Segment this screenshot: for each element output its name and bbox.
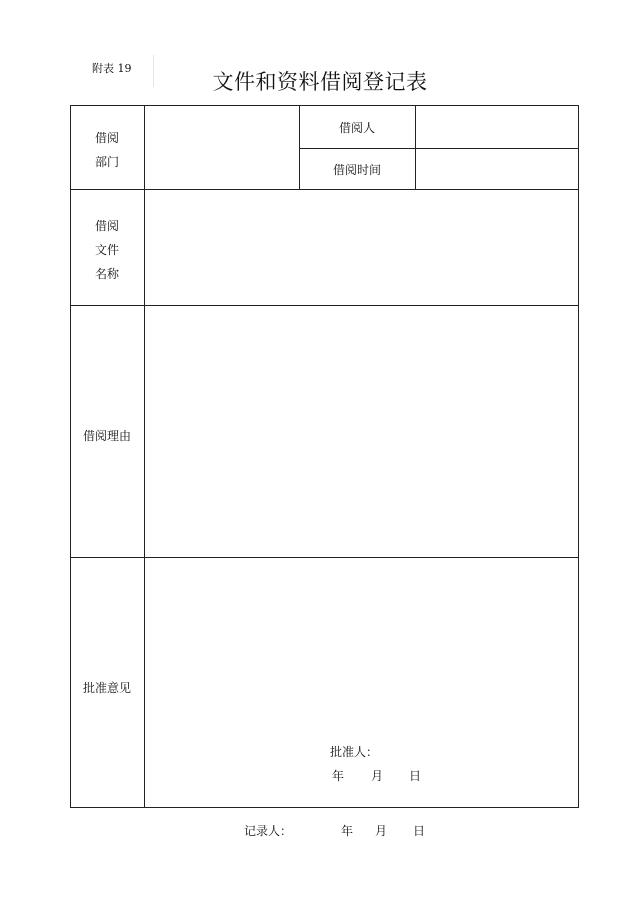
- borrower-input-cell[interactable]: [416, 106, 578, 148]
- approval-day-label: 日: [409, 769, 422, 783]
- reason-input-cell[interactable]: [145, 306, 578, 557]
- footer-day-label: 日: [413, 824, 426, 838]
- reason-label: 借阅理由: [82, 429, 131, 443]
- recorder-label: 记录人：: [244, 824, 293, 838]
- dept-input-cell[interactable]: [145, 106, 299, 189]
- approval-input-cell[interactable]: [145, 558, 578, 807]
- file-name-label: 借阅 文件 名称: [94, 219, 119, 281]
- footer-month-label: 月: [375, 824, 388, 838]
- borrow-time-label: 借阅时间: [332, 163, 381, 177]
- footer-year-label: 年: [341, 824, 354, 838]
- borrow-time-input-cell[interactable]: [416, 149, 578, 189]
- approval-label: 批准意见: [82, 681, 131, 695]
- approval-month-label: 月: [371, 769, 384, 783]
- page-title: 文件和资料借阅登记表: [212, 70, 428, 94]
- approver-label: 批准人：: [330, 745, 379, 759]
- file-name-input-cell[interactable]: [145, 190, 578, 305]
- appendix-label: 附表 19: [92, 62, 132, 75]
- borrower-label: 借阅人: [338, 121, 375, 135]
- dept-label: 借阅 部门: [94, 131, 119, 169]
- approval-year-label: 年: [332, 769, 345, 783]
